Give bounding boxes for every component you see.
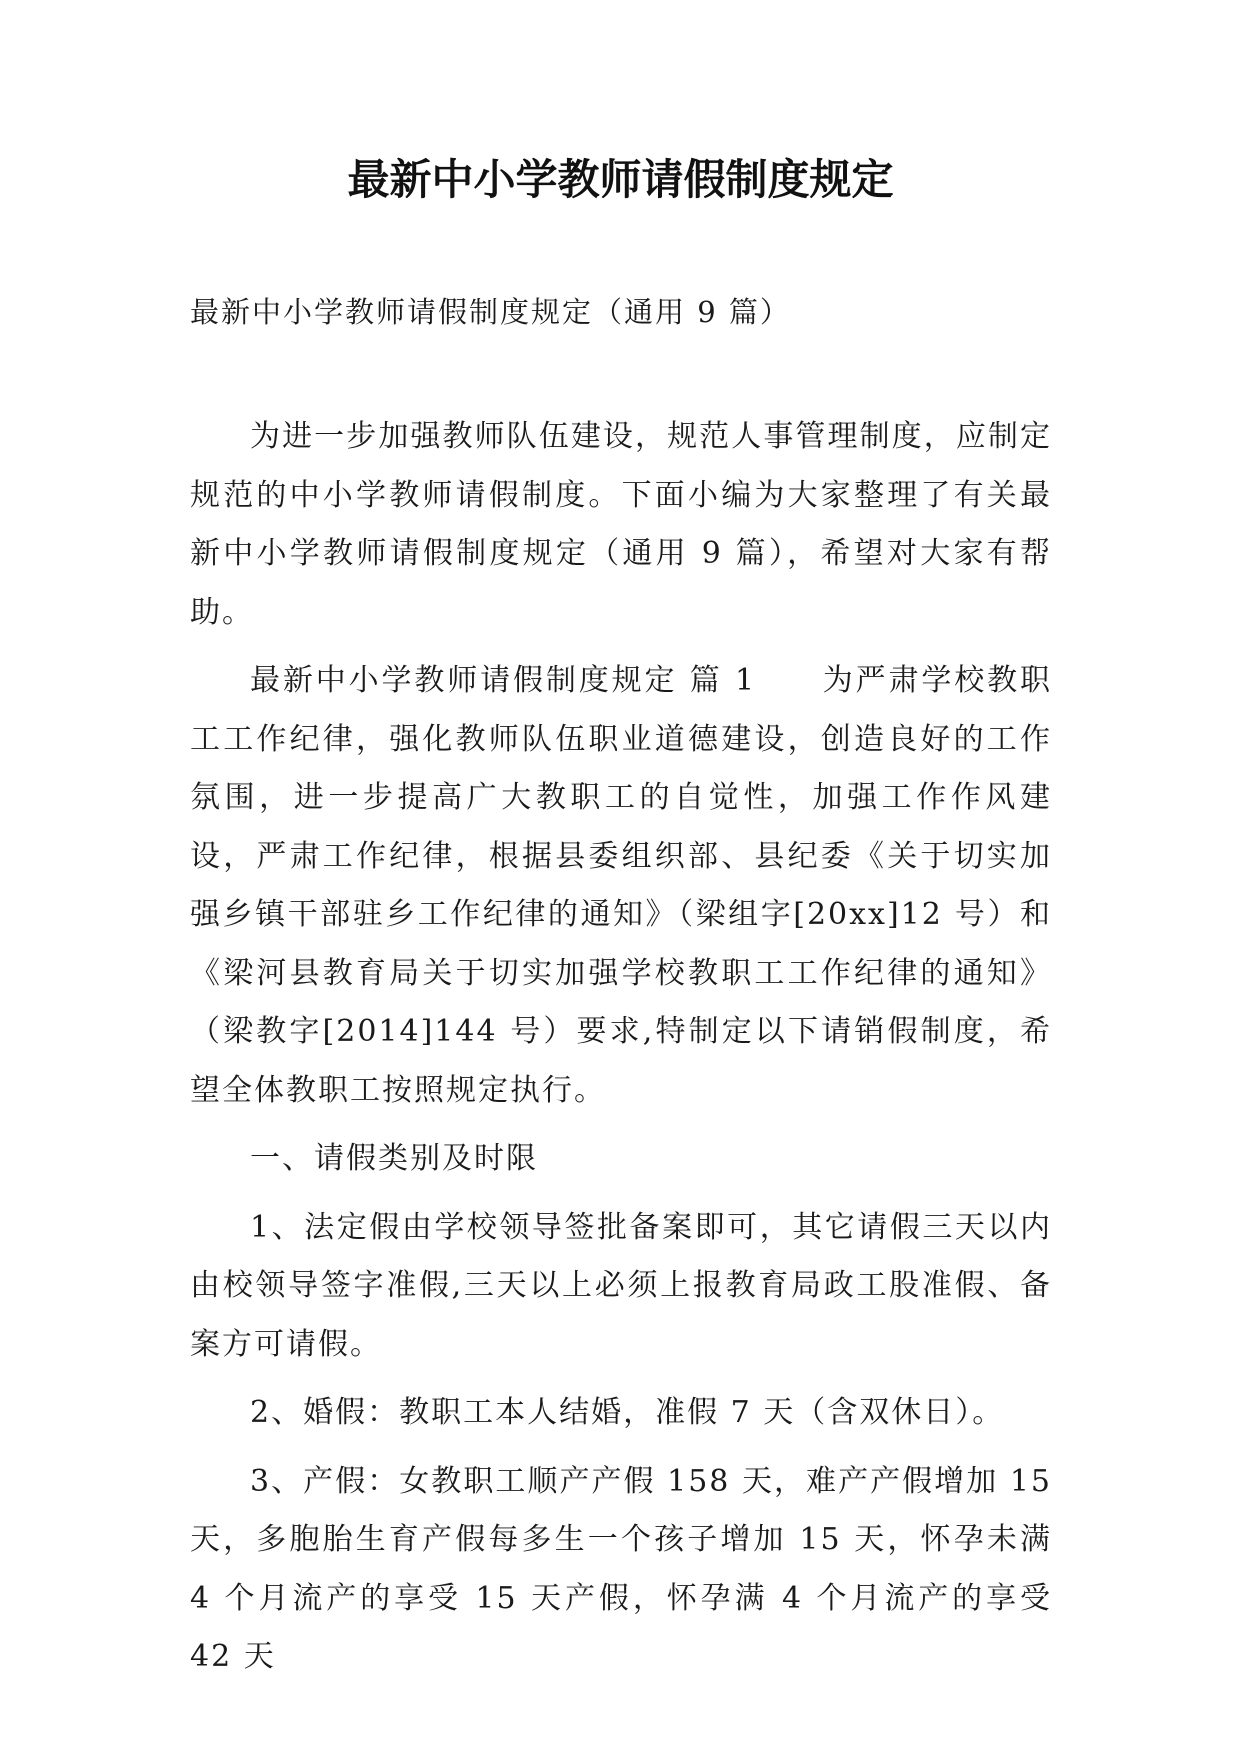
paragraph-intro: 为进一步加强教师队伍建设，规范人事管理制度，应制定规范的中小学教师请假制度。下面小编为大家整理了有关最新中小学教师请假制度规定（通用 9 篇），希望对大家有帮助。 (190, 419, 1052, 630)
document-subtitle: 最新中小学教师请假制度规定（通用 9 篇） (190, 295, 791, 329)
section-heading-leave-types: 一、请假类别及时限 (250, 1141, 538, 1176)
document-title: 最新中小学教师请假制度规定 (347, 155, 894, 204)
paragraph-article-1: 最新中小学教师请假制度规定 篇 1 为严肃学校教职工工作纪律，强化教师队伍职业道德建设，创造良好的工作氛围，进一步提高广大教职工的自觉性，加强工作作风建设，严肃工作纪律，根据县委组织部、县纪委《关于切实加强乡镇干部驻乡工作纪律的通知》（梁组字[20xx]12 号）和《梁河县教育局关于切实加强学校教职工工作纪律的通知》（梁教字[2014]144 号）要求,特制定以下请销假制度，希望全体教职工按照规定执行。 (190, 663, 1052, 1108)
paragraph-item-2: 2、婚假：教职工本人结婚，准假 7 天（含双休日）。 (250, 1395, 1005, 1430)
paragraph-item-3: 3、产假：女教职工顺产产假 158 天，难产产假增加 15 天，多胞胎生育产假每多生一个孩子增加 15 天，怀孕未满 4 个月流产的享受 15 天产假，怀孕满 4 个月流产的享受 42 天 (190, 1463, 1052, 1674)
paragraph-item-1: 1、法定假由学校领导签批备案即可，其它请假三天以内由校领导签字准假,三天以上必须上报教育局政工股准假、备案方可请假。 (190, 1209, 1052, 1362)
document-body (190, 408, 1052, 1687)
